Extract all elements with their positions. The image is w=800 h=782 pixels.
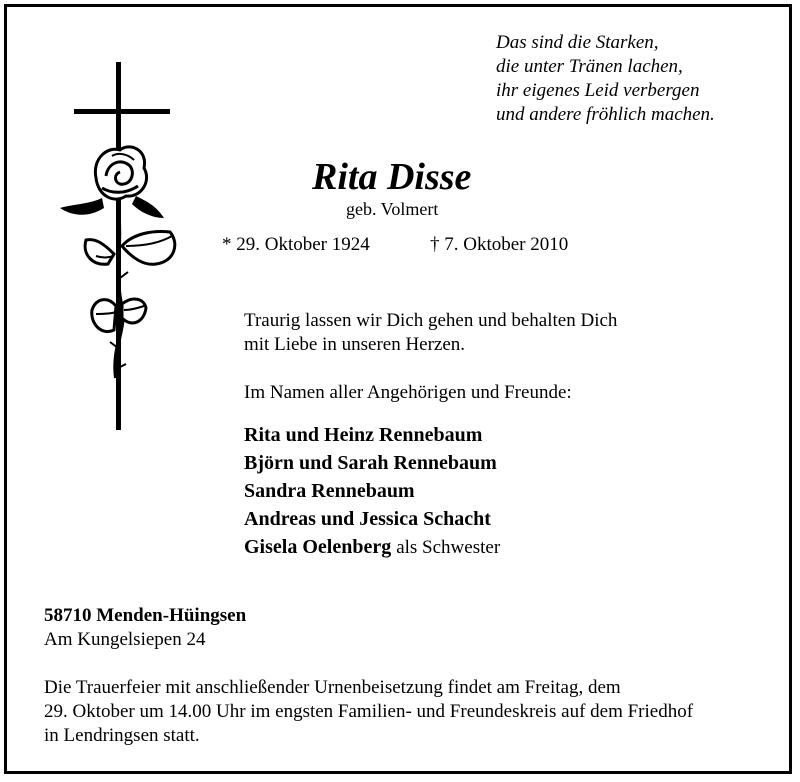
mourner-name: Rita und Heinz Rennebaum: [244, 424, 483, 446]
funeral-line: Die Trauerfeier mit anschließender Urnenbeisetzung findet am Freitag, dem: [44, 677, 621, 698]
poem-line: die unter Tränen lachen,: [496, 56, 683, 77]
mourner-entry: [244, 477, 500, 505]
poem-line: und andere fröhlich machen.: [496, 104, 715, 125]
mourner-entry: [244, 505, 500, 533]
mourner-name: Björn und Sarah Rennebaum: [244, 452, 497, 474]
address-city: 58710 Menden-Hüingsen: [44, 605, 247, 626]
mourner-name: Sandra Rennebaum: [244, 480, 415, 502]
cross-with-rose-icon: [52, 58, 187, 436]
birth-date: * 29. Oktober 1924: [222, 234, 370, 255]
mourner-name: Gisela Oelenberg: [244, 536, 392, 558]
funeral-line: 29. Oktober um 14.00 Uhr im engsten Familien- und Freundeskreis auf dem Friedhof: [44, 701, 694, 722]
poem-line: Das sind die Starken,: [496, 32, 659, 53]
mourner-entry: [244, 449, 500, 477]
poem: [496, 31, 715, 127]
address-street: Am Kungelsiepen 24: [44, 629, 206, 650]
mourning-message: [244, 309, 617, 357]
mourner-relation: als Schwester: [396, 537, 501, 558]
message-line: mit Liebe in unseren Herzen.: [244, 334, 466, 355]
mourner-entry: [244, 421, 500, 449]
funeral-notice: [44, 676, 744, 748]
mourner-entry: [244, 533, 500, 561]
mourner-name: Andreas und Jessica Schacht: [244, 508, 491, 530]
message-line: Traurig lassen wir Dich gehen und behalten Dich: [244, 310, 618, 331]
deceased-name: Rita Disse: [312, 156, 472, 198]
on-behalf-line: Im Namen aller Angehörigen und Freunde:: [244, 382, 572, 403]
poem-line: ihr eigenes Leid verbergen: [496, 80, 700, 101]
mourners-list: [244, 421, 500, 561]
funeral-line: in Lendringsen statt.: [44, 725, 200, 746]
death-date: † 7. Oktober 2010: [430, 234, 569, 255]
maiden-name: geb. Volmert: [346, 199, 439, 219]
